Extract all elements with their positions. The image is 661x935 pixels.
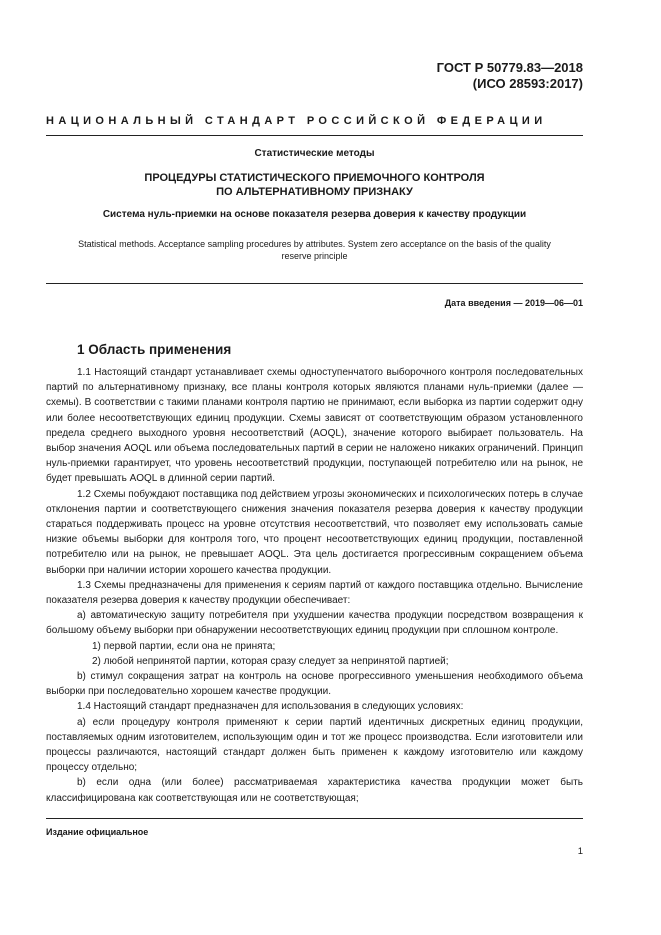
paragraph-1-1: 1.1 Настоящий стандарт устанавливает схемы одноступенчатого выборочного контроля последовательных партий по альтернативному признаку, все планы контроля которых являются планами нуль-приемки (далее — схемы). В соответствии с такими планами контроля партию не принимают, если выборка из партии содержит одну или более несоответствующих единиц продукции. Схемы зависят от соответствующим образом установленного предела среднего выходного уровня несоответствий (AOQL), значение которого выбирает пользователь. На выбор значения AOQL или объема последовательных партий в серии не наложено никаких ограничений. Принцип нуль-приемки гарантирует, что уровень несоответствий продукции, поступающей потребителю или на рынок, не будет превышать AOQL в длинной серии партий. [46, 367, 583, 485]
national-standard-heading: НАЦИОНАЛЬНЫЙ СТАНДАРТ РОССИЙСКОЙ ФЕДЕРАЦИИ [46, 115, 547, 127]
edition-label: Издание официальное [46, 827, 149, 837]
title-line-2: ПО АЛЬТЕРНАТИВНОМУ ПРИЗНАКУ [216, 186, 413, 198]
english-title [46, 238, 583, 262]
list-item-a-2: a) если процедуру контроля применяют к серии партий идентичных дискретных единиц продукции, поставляемых одним изготовителем, использующим один и тот же процесс производства. Если изготовители или процессы различаются, настоящий стандарт должен быть применен к каждому изготовителю или каждому процессу отдельно; [46, 716, 583, 774]
list-subitem-2: 2) любой непринятой партии, которая сразу следует за непринятой партией; [92, 655, 449, 667]
page-number: 1 [577, 846, 583, 857]
title-line-1: ПРОЦЕДУРЫ СТАТИСТИЧЕСКОГО ПРИЕМОЧНОГО КОНТРОЛЯ [144, 172, 485, 184]
standard-subtitle-2: Система нуль-приемки на основе показателя резерва доверия к качеству продукции [102, 209, 527, 220]
list-item-a: a) автоматическую защиту потребителя при ухудшении качества продукции посредством возвращения к большому объему выборки при обнаружении несоответствующих единиц продукции при сплошном контроле. [46, 610, 583, 637]
paragraph-1-3: 1.3 Схемы предназначены для применения к сериям партий от каждого поставщика отдельно. Вычисление показателя резерва доверия к качеству продукции обеспечивает: [46, 579, 583, 607]
english-title-line-2: reserve principle [281, 251, 348, 261]
list-item-b: b) стимул сокращения затрат на контроль на основе прогрессивного уменьшения необходимого объема выборки при последовательно хорошем качестве продукции. [46, 671, 583, 698]
gost-number: ГОСТ Р 50779.83—2018 [436, 60, 583, 75]
section-title: 1 Область применения [77, 342, 232, 357]
top-divider [46, 135, 583, 136]
body-text [46, 365, 583, 806]
standard-title [46, 171, 583, 199]
list-subitem-1: 1) первой партии, если она не принята; [92, 640, 276, 652]
footer-divider [46, 818, 583, 819]
standard-designation [437, 60, 583, 92]
effective-date: Дата введения — 2019—06—01 [444, 298, 583, 308]
list-item-b-2: b) если одна (или более) рассматриваемая характеристика качества продукции может быть классифицирована как соответствующая или не соответствующая; [46, 777, 583, 804]
english-title-line-1: Statistical methods. Acceptance sampling procedures by attributes. System zero acceptance on the basis of the quality [78, 239, 551, 249]
paragraph-1-2: 1.2 Схемы побуждают поставщика под действием угрозы экономических и психологических потерь в случае отклонения партии и соответствующего снижения значения показателя резерва доверия к качеству продукции стараться поддерживать процесс на уровне отсутствия несоответствий, что позволяет ему использовать самые низкие объемы выборки для контроля того, что процент несоответствующих единиц продукции, поставленной потребителю или на рынок, не превышает AOQL. Эта цель достигается прогрессивным сокращением объема выборки при наличии истории хорошего качества продукции. [46, 488, 583, 576]
paragraph-1-4: 1.4 Настоящий стандарт предназначен для использования в следующих условиях: [77, 701, 464, 713]
middle-divider [46, 283, 583, 284]
standard-subtitle: Статистические методы [254, 148, 375, 159]
iso-number: (ИСО 28593:2017) [472, 76, 583, 91]
